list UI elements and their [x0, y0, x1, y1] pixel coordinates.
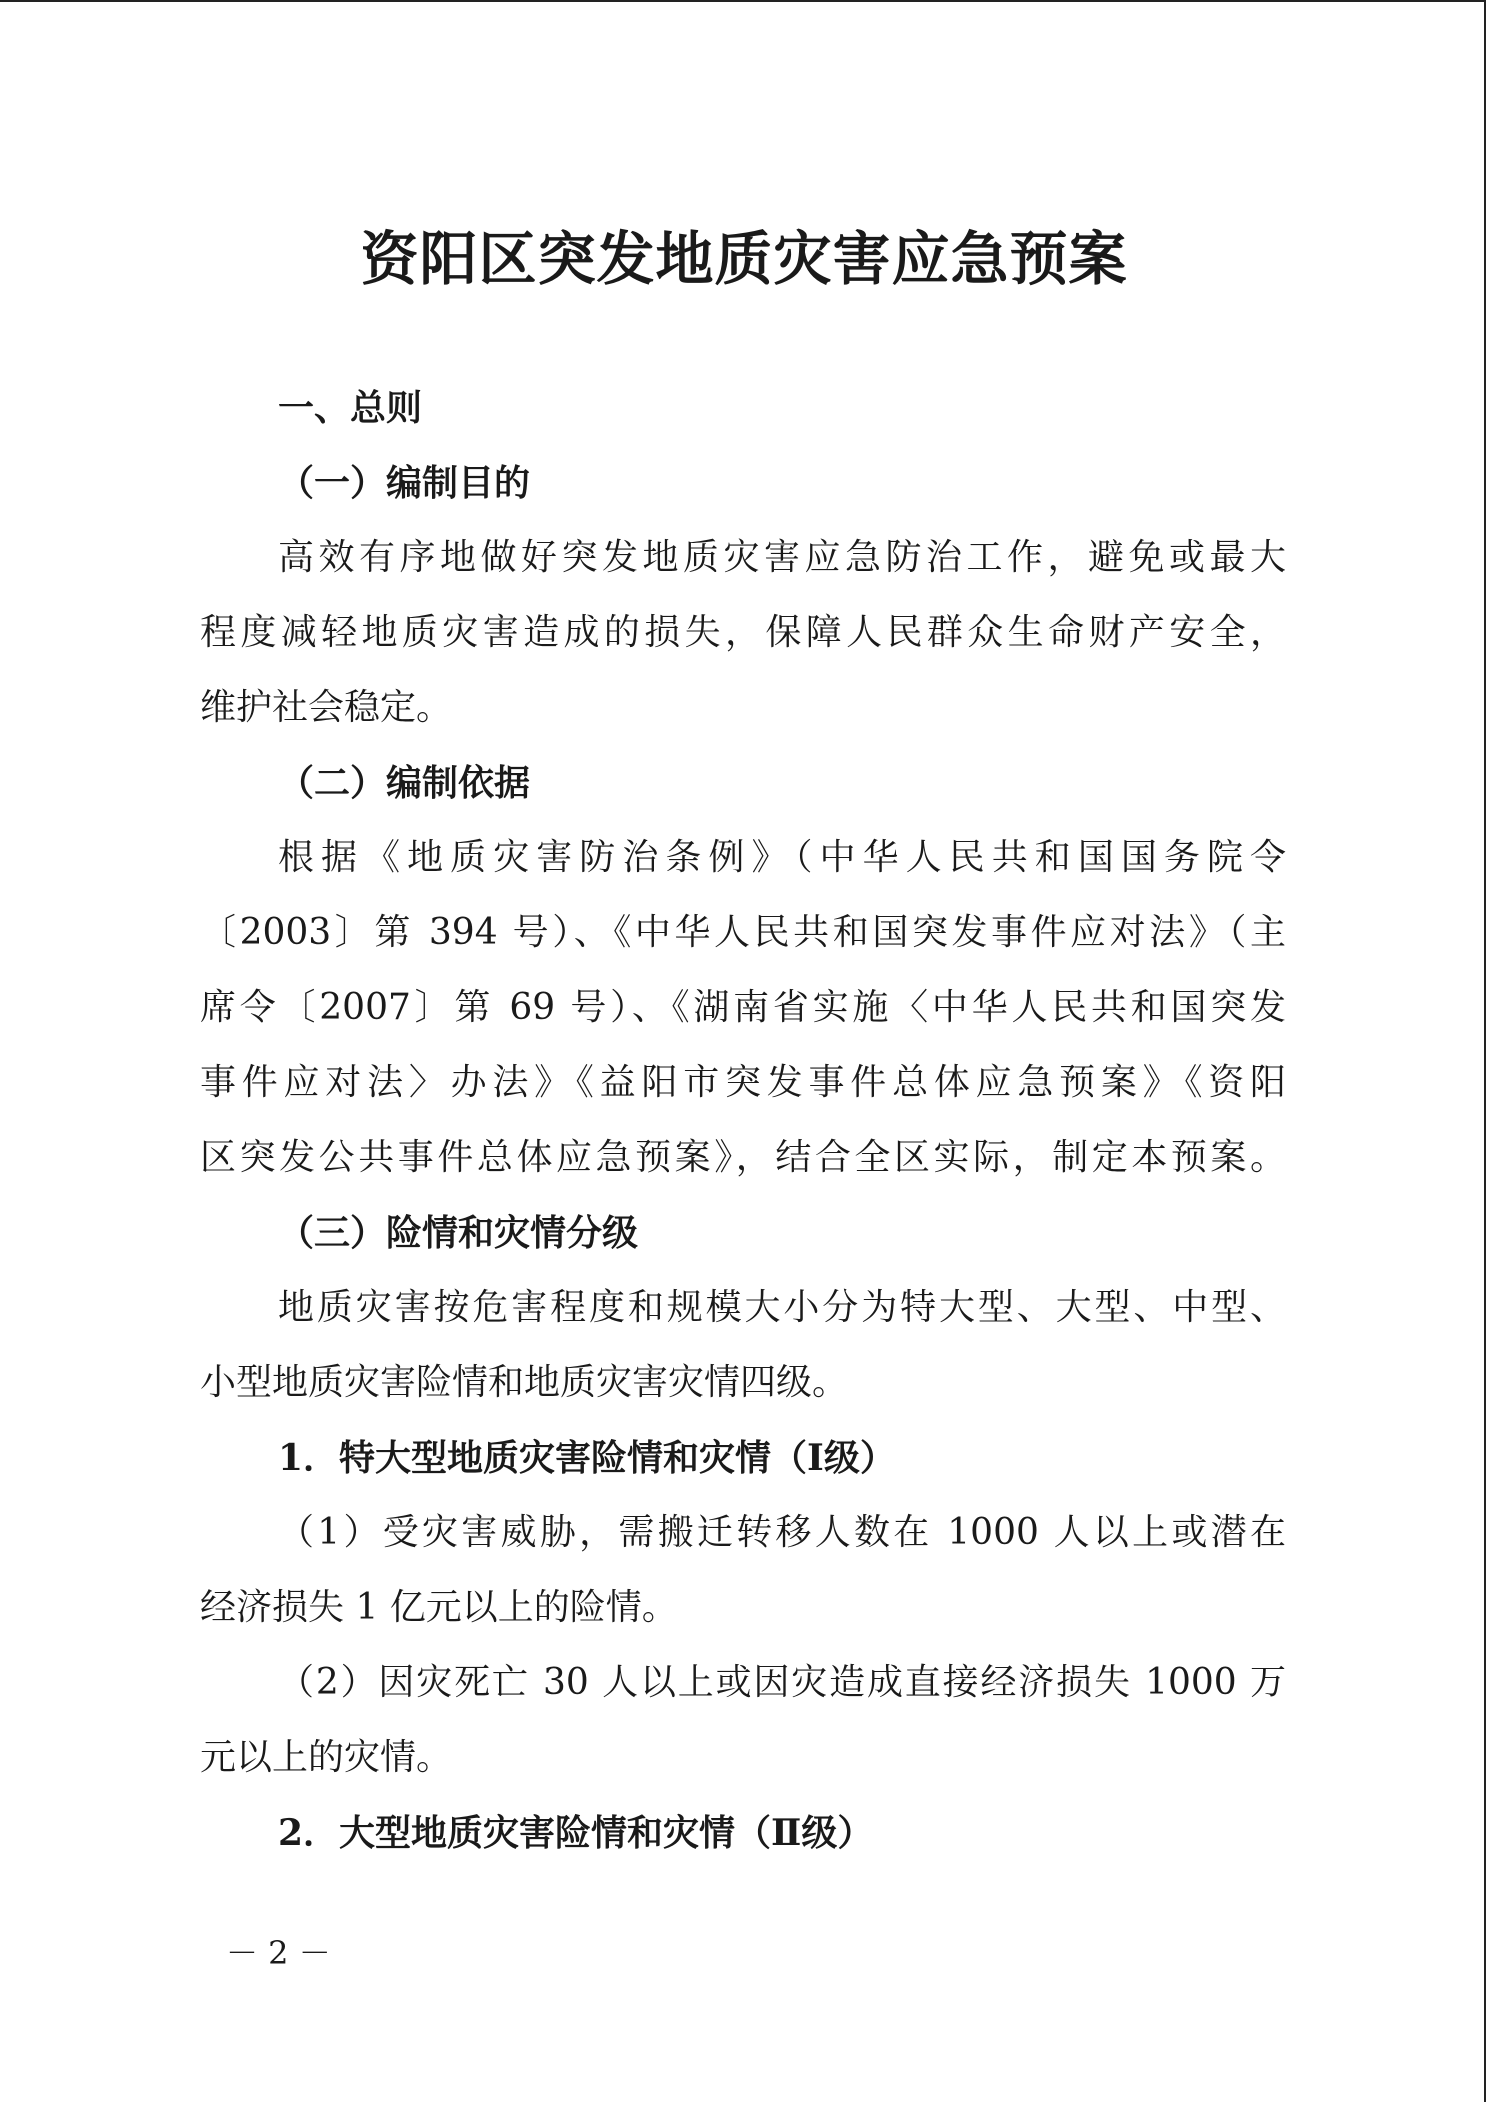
subsection-heading: （一）编制目的 — [278, 462, 531, 504]
paragraph-line: 元以上的灾情。 — [200, 1737, 453, 1778]
paragraph-line: 高效有序地做好突发地质灾害应急防治工作，避免或最大 — [278, 537, 1286, 578]
paragraph-line: 经济损失 1 亿元以上的险情。 — [200, 1587, 678, 1628]
paragraph-line: 〔2003〕第 394 号）、《中华人民共和国突发事件应对法》（主 — [200, 912, 1286, 953]
paragraph-line: 根据《地质灾害防治条例》（中华人民共和国国务院令 — [278, 837, 1286, 878]
level-heading: 1．特大型地质灾害险情和灾情（Ⅰ级） — [278, 1437, 896, 1479]
subsection-heading: （三）险情和灾情分级 — [278, 1212, 639, 1254]
page-number: － 2 － — [226, 1934, 331, 1972]
paragraph-line: （1）受灾害威胁，需搬迁转移人数在 1000 人以上或潜在 — [278, 1512, 1286, 1553]
paragraph-line: 席令〔2007〕第 69 号）、《湖南省实施〈中华人民共和国突发 — [200, 987, 1286, 1028]
subsection-heading: （二）编制依据 — [278, 762, 531, 804]
paragraph-line: 程度减轻地质灾害造成的损失，保障人民群众生命财产安全， — [200, 612, 1286, 653]
paragraph-line: 小型地质灾害险情和地质灾害灾情四级。 — [200, 1362, 849, 1403]
paragraph-line: 地质灾害按危害程度和规模大小分为特大型、大型、中型、 — [278, 1287, 1286, 1328]
paragraph-line: 区突发公共事件总体应急预案》，结合全区实际，制定本预案。 — [200, 1137, 1286, 1178]
paragraph-line: 维护社会稳定。 — [200, 687, 453, 728]
level-heading: 2．大型地质灾害险情和灾情（Ⅱ级） — [278, 1812, 874, 1854]
paragraph-line: （2）因灾死亡 30 人以上或因灾造成直接经济损失 1000 万 — [278, 1662, 1286, 1703]
document-title: 资阳区突发地质灾害应急预案 — [360, 225, 1128, 293]
section-heading: 一、总则 — [278, 387, 423, 429]
paragraph-line: 事件应对法〉办法》《益阳市突发事件总体应急预案》《资阳 — [200, 1062, 1286, 1103]
